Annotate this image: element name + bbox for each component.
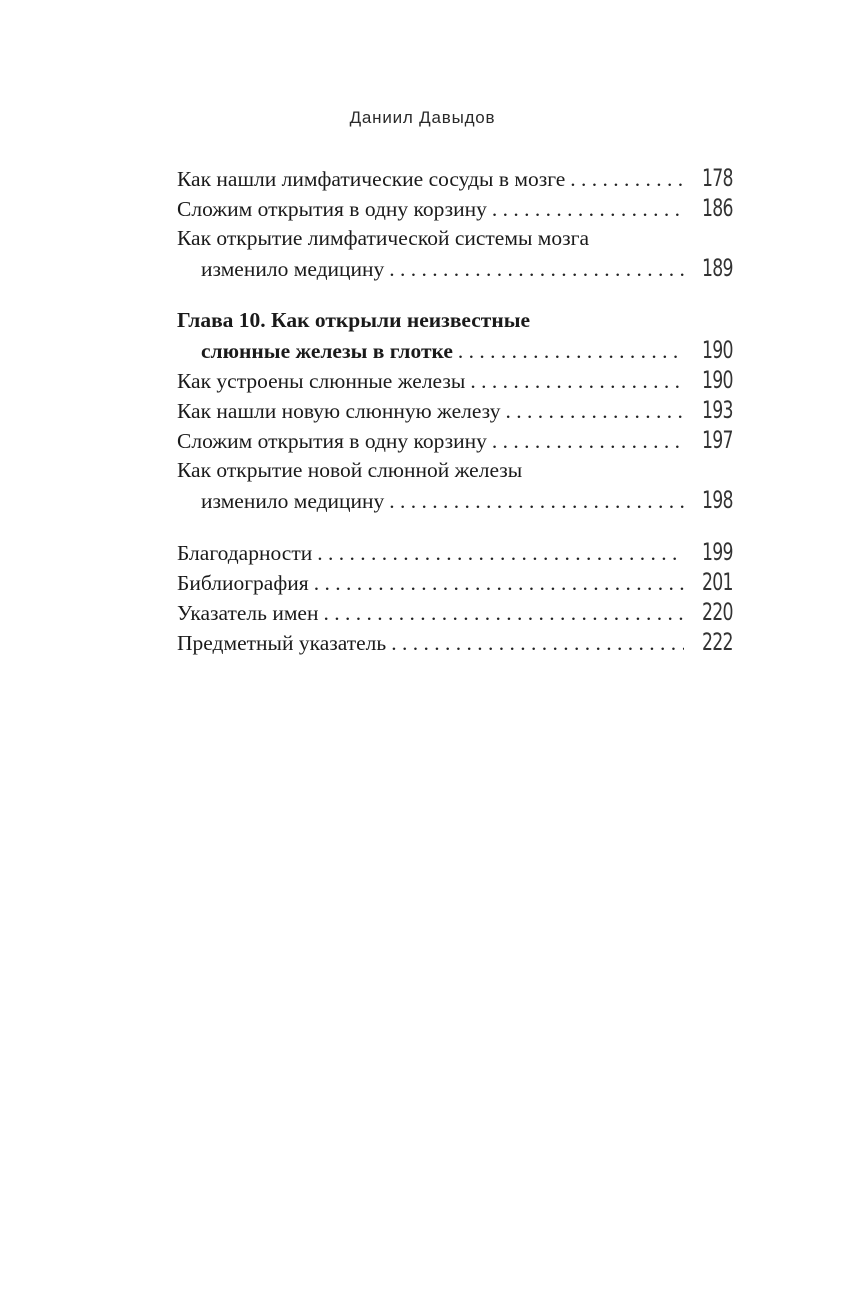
toc-entry-acknowledgements[interactable]: [177, 537, 733, 567]
toc-entry-title: Как устроены слюнные железы: [177, 369, 466, 393]
toc-entry-title: Как нашли новую слюнную железу: [177, 399, 501, 423]
table-of-contents: [177, 163, 733, 657]
toc-entry-page: 193: [702, 396, 733, 424]
toc-entry[interactable]: [177, 193, 733, 223]
dot-leader: [389, 486, 684, 516]
toc-entry-title: Благодарности: [177, 541, 313, 565]
toc-entry-title: Как открытие лимфатической системы мозга: [177, 226, 589, 250]
toc-entry[interactable]: [177, 365, 733, 395]
dot-leader: [317, 538, 684, 568]
toc-entry-page: 220: [702, 598, 733, 626]
dot-leader: [492, 194, 684, 224]
toc-entry-title-continued: изменило медицину: [201, 257, 385, 281]
toc-entry[interactable]: [177, 163, 733, 193]
dot-leader: [505, 396, 684, 426]
toc-entry[interactable]: [177, 425, 733, 455]
dot-leader: [470, 366, 684, 396]
toc-entry-bibliography[interactable]: [177, 567, 733, 597]
chapter-title-continued: слюнные железы в глотке: [201, 339, 453, 363]
toc-entry-subject-index[interactable]: [177, 627, 733, 657]
toc-entry-page: 186: [702, 194, 733, 222]
toc-entry[interactable]: [177, 395, 733, 425]
toc-entry-page: 198: [702, 486, 733, 514]
toc-entry-title: Предметный указатель: [177, 631, 387, 655]
toc-entry-title: Сложим открытия в одну корзину: [177, 429, 487, 453]
toc-entry-page: 222: [702, 628, 733, 656]
toc-entry-page: 201: [702, 568, 733, 596]
toc-entry-page: 178: [702, 164, 733, 192]
toc-entry[interactable]: [177, 223, 733, 283]
toc-entry-page: 189: [702, 254, 733, 282]
toc-chapter-10[interactable]: [177, 305, 733, 365]
dot-leader: [492, 426, 684, 456]
toc-entry-page: 197: [702, 426, 733, 454]
dot-leader: [314, 568, 685, 598]
toc-entry-page: 199: [702, 538, 733, 566]
toc-entry-page: 190: [702, 336, 733, 364]
toc-entry-title: Сложим открытия в одну корзину: [177, 197, 487, 221]
dot-leader: [458, 336, 684, 366]
toc-entry[interactable]: [177, 455, 733, 515]
dot-leader: [389, 254, 684, 284]
toc-entry-title: Библиография: [177, 571, 309, 595]
toc-entry-name-index[interactable]: [177, 597, 733, 627]
toc-entry-title: Как открытие новой слюнной железы: [177, 458, 523, 482]
toc-entry-title: Указатель имен: [177, 601, 319, 625]
dot-leader: [391, 628, 684, 658]
toc-entry-page: 190: [702, 366, 733, 394]
running-header-author: Даниил Давыдов: [349, 108, 496, 127]
toc-entry-title-continued: изменило медицину: [201, 489, 385, 513]
dot-leader: [570, 164, 684, 194]
dot-leader: [323, 598, 684, 628]
chapter-title: Глава 10. Как открыли неизвестные: [177, 308, 531, 332]
toc-entry-title: Как нашли лимфатические сосуды в мозге: [177, 167, 566, 191]
